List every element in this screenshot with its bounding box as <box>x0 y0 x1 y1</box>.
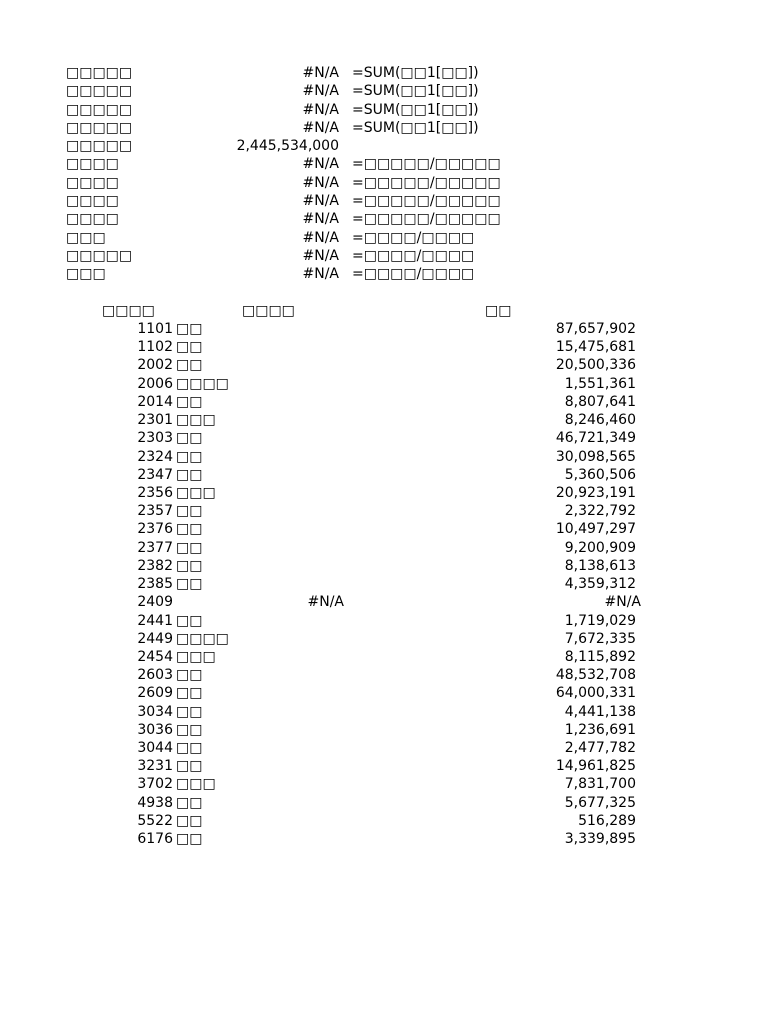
summary-row <box>0 175 768 193</box>
summary-label[interactable]: □□□□□ <box>66 83 133 100</box>
stock-code-cell[interactable]: 2603 <box>137 667 173 684</box>
value-cell[interactable]: 1,236,691 <box>564 721 636 738</box>
summary-formula[interactable]: =□□□□□/□□□□□ <box>352 211 501 228</box>
summary-formula[interactable]: =SUM(□□1[□□]) <box>352 119 479 136</box>
stock-code-cell[interactable]: 2303 <box>137 430 173 447</box>
stock-name-cell[interactable]: □□ <box>176 831 203 848</box>
stock-name-cell[interactable]: □□□□ <box>176 630 229 647</box>
stock-name-cell[interactable]: □□ <box>176 794 203 811</box>
summary-formula[interactable]: =□□□□□/□□□□□ <box>352 156 501 173</box>
table-row <box>0 722 768 740</box>
summary-row <box>0 230 768 248</box>
value-cell[interactable]: 15,475,681 <box>555 339 636 356</box>
value-cell[interactable]: 4,441,138 <box>564 703 636 720</box>
value-cell[interactable]: #N/A <box>604 594 641 611</box>
summary-value[interactable]: #N/A <box>302 156 339 173</box>
summary-value[interactable]: #N/A <box>302 119 339 136</box>
value-cell[interactable]: 3,339,895 <box>564 831 636 848</box>
stock-code-cell[interactable]: 2006 <box>137 375 173 392</box>
table-row <box>0 613 768 631</box>
stock-name-cell[interactable]: □□ <box>176 721 203 738</box>
value-cell[interactable]: 4,359,312 <box>564 576 636 593</box>
stock-code-cell[interactable]: 3231 <box>137 758 173 775</box>
summary-formula[interactable]: =□□□□/□□□□ <box>352 266 475 283</box>
value-cell[interactable]: 8,807,641 <box>564 393 636 410</box>
summary-label[interactable]: □□□□ <box>66 156 119 173</box>
stock-name-cell[interactable]: □□ <box>176 576 203 593</box>
summary-value[interactable]: 2,445,534,000 <box>236 138 339 155</box>
stock-code-cell[interactable]: 2002 <box>137 357 173 374</box>
table-row <box>0 649 768 667</box>
data-table <box>0 321 768 849</box>
stock-code-cell[interactable]: 2385 <box>137 576 173 593</box>
stock-code-cell[interactable]: 2356 <box>137 484 173 501</box>
summary-formula[interactable]: =□□□□□/□□□□□ <box>352 193 501 210</box>
stock-code-cell[interactable]: 2357 <box>137 503 173 520</box>
summary-label[interactable]: □□□□□ <box>66 65 133 81</box>
stock-code-cell[interactable]: 2324 <box>137 448 173 465</box>
table-row <box>0 485 768 503</box>
value-cell[interactable]: 30,098,565 <box>555 448 636 465</box>
stock-code-cell[interactable]: 2441 <box>137 612 173 629</box>
value-cell[interactable]: 48,532,708 <box>555 667 636 684</box>
summary-row <box>0 120 768 138</box>
stock-name-cell[interactable]: □□ <box>176 703 203 720</box>
stock-name-cell[interactable]: □□ <box>176 393 203 410</box>
table-row <box>0 467 768 485</box>
stock-code-cell[interactable]: 2014 <box>137 393 173 410</box>
stock-code-cell[interactable]: 2609 <box>137 685 173 702</box>
stock-code-cell[interactable]: 2377 <box>137 539 173 556</box>
value-cell[interactable]: 10,497,297 <box>555 521 636 538</box>
summary-label[interactable]: □□□□□ <box>66 119 133 136</box>
stock-name-cell[interactable]: □□ <box>176 612 203 629</box>
stock-name-cell[interactable]: □□□ <box>176 484 216 501</box>
table-row <box>0 412 768 430</box>
summary-formula[interactable]: =□□□□/□□□□ <box>352 247 475 264</box>
stock-name-cell[interactable]: □□ <box>176 812 203 829</box>
summary-label[interactable]: □□□□□ <box>66 101 133 118</box>
table-row <box>0 667 768 685</box>
stock-code-cell[interactable]: 2449 <box>137 630 173 647</box>
stock-name-cell[interactable]: □□ <box>176 466 203 483</box>
summary-value[interactable]: #N/A <box>302 65 339 81</box>
header-code[interactable]: □□□□ <box>102 303 155 319</box>
stock-name-cell[interactable]: □□□ <box>176 648 216 665</box>
summary-value[interactable]: #N/A <box>302 266 339 283</box>
summary-row <box>0 83 768 101</box>
stock-name-cell[interactable]: □□ <box>176 539 203 556</box>
summary-value[interactable]: #N/A <box>302 229 339 246</box>
table-row <box>0 631 768 649</box>
summary-value[interactable]: #N/A <box>302 247 339 264</box>
value-cell[interactable]: 8,246,460 <box>564 412 636 429</box>
table-row <box>0 376 768 394</box>
value-cell[interactable]: 2,477,782 <box>564 740 636 757</box>
value-cell[interactable]: 1,719,029 <box>564 612 636 629</box>
summary-row <box>0 65 768 83</box>
stock-name-cell[interactable]: □□ <box>176 503 203 520</box>
summary-row <box>0 193 768 211</box>
table-row <box>0 430 768 448</box>
stock-code-cell[interactable]: 1102 <box>137 339 173 356</box>
summary-label[interactable]: □□□□ <box>66 174 119 191</box>
summary-value[interactable]: #N/A <box>302 101 339 118</box>
summary-formula[interactable]: =SUM(□□1[□□]) <box>352 83 479 100</box>
value-cell[interactable]: 516,289 <box>578 812 636 829</box>
stock-name-cell[interactable]: □□ <box>176 448 203 465</box>
summary-value[interactable]: #N/A <box>302 174 339 191</box>
table-row <box>0 594 768 612</box>
table-row <box>0 357 768 375</box>
value-cell[interactable]: 8,138,613 <box>564 557 636 574</box>
value-cell[interactable]: 5,677,325 <box>564 794 636 811</box>
value-cell[interactable]: 9,200,909 <box>564 539 636 556</box>
stock-code-cell[interactable]: 3036 <box>137 721 173 738</box>
table-row <box>0 339 768 357</box>
stock-name-cell[interactable]: □□□□ <box>176 375 229 392</box>
value-cell[interactable]: 14,961,825 <box>555 758 636 775</box>
stock-name-cell[interactable]: □□ <box>176 430 203 447</box>
stock-name-cell[interactable]: □□ <box>176 357 203 374</box>
value-cell[interactable]: 2,322,792 <box>564 503 636 520</box>
value-cell[interactable]: 5,360,506 <box>564 466 636 483</box>
table-row <box>0 503 768 521</box>
stock-code-cell[interactable]: 2376 <box>137 521 173 538</box>
value-cell[interactable]: 64,000,331 <box>555 685 636 702</box>
table-row <box>0 758 768 776</box>
summary-value[interactable]: #N/A <box>302 193 339 210</box>
stock-name-cell[interactable]: □□ <box>176 685 203 702</box>
summary-formula[interactable]: =□□□□□/□□□□□ <box>352 174 501 191</box>
stock-code-cell[interactable]: 3702 <box>137 776 173 793</box>
table-row <box>0 449 768 467</box>
summary-row <box>0 156 768 174</box>
stock-name-cell[interactable]: □□ <box>176 740 203 757</box>
stock-code-cell[interactable]: 3034 <box>137 703 173 720</box>
stock-code-cell[interactable]: 3044 <box>137 740 173 757</box>
stock-name-cell[interactable]: □□ <box>176 557 203 574</box>
table-row <box>0 394 768 412</box>
value-cell[interactable]: 7,672,335 <box>564 630 636 647</box>
value-cell[interactable]: 20,923,191 <box>555 484 636 501</box>
table-row <box>0 704 768 722</box>
table-row <box>0 685 768 703</box>
value-cell[interactable]: 8,115,892 <box>564 648 636 665</box>
table-row <box>0 740 768 758</box>
summary-formula[interactable]: =SUM(□□1[□□]) <box>352 65 479 81</box>
table-row <box>0 831 768 849</box>
stock-name-cell[interactable]: □□□ <box>176 412 216 429</box>
stock-code-cell[interactable]: 6176 <box>137 831 173 848</box>
stock-code-cell[interactable]: 2301 <box>137 412 173 429</box>
stock-code-cell[interactable]: 2382 <box>137 557 173 574</box>
value-cell[interactable]: 87,657,902 <box>555 321 636 337</box>
stock-name-cell[interactable]: □□ <box>176 667 203 684</box>
summary-formula[interactable]: =SUM(□□1[□□]) <box>352 101 479 118</box>
table-row <box>0 776 768 794</box>
summary-row <box>0 138 768 156</box>
stock-code-cell[interactable]: 2409 <box>137 594 173 611</box>
stock-name-cell[interactable]: □□ <box>176 521 203 538</box>
summary-row <box>0 266 768 284</box>
stock-name-cell[interactable]: □□ <box>176 321 203 337</box>
lookup-cell[interactable]: #N/A <box>307 594 344 611</box>
summary-label[interactable]: □□□ <box>66 266 106 283</box>
table-row <box>0 321 768 339</box>
summary-row <box>0 248 768 266</box>
stock-code-cell[interactable]: 5522 <box>137 812 173 829</box>
summary-label[interactable]: □□□□□ <box>66 138 133 155</box>
summary-label[interactable]: □□□□ <box>66 193 119 210</box>
summary-label[interactable]: □□□ <box>66 229 106 246</box>
stock-name-cell[interactable]: □□□ <box>176 776 216 793</box>
summary-label[interactable]: □□□□ <box>66 211 119 228</box>
table-row <box>0 558 768 576</box>
value-cell[interactable]: 7,831,700 <box>564 776 636 793</box>
value-cell[interactable]: 20,500,336 <box>555 357 636 374</box>
stock-code-cell[interactable]: 4938 <box>137 794 173 811</box>
stock-code-cell[interactable]: 2347 <box>137 466 173 483</box>
summary-label[interactable]: □□□□□ <box>66 247 133 264</box>
header-name[interactable]: □□□□ <box>242 303 295 319</box>
table-row <box>0 795 768 813</box>
summary-formula[interactable]: =□□□□/□□□□ <box>352 229 475 246</box>
table-row <box>0 521 768 539</box>
value-cell[interactable]: 46,721,349 <box>555 430 636 447</box>
summary-row <box>0 211 768 229</box>
summary-block <box>0 65 768 285</box>
header-value[interactable]: □□ <box>485 303 512 319</box>
stock-name-cell[interactable]: □□ <box>176 758 203 775</box>
summary-row <box>0 102 768 120</box>
table-row <box>0 540 768 558</box>
stock-name-cell[interactable]: □□ <box>176 339 203 356</box>
stock-code-cell[interactable]: 1101 <box>137 321 173 337</box>
summary-value[interactable]: #N/A <box>302 211 339 228</box>
table-row <box>0 813 768 831</box>
value-cell[interactable]: 1,551,361 <box>564 375 636 392</box>
stock-code-cell[interactable]: 2454 <box>137 648 173 665</box>
table-row <box>0 576 768 594</box>
summary-value[interactable]: #N/A <box>302 83 339 100</box>
table-header-row <box>0 303 768 321</box>
